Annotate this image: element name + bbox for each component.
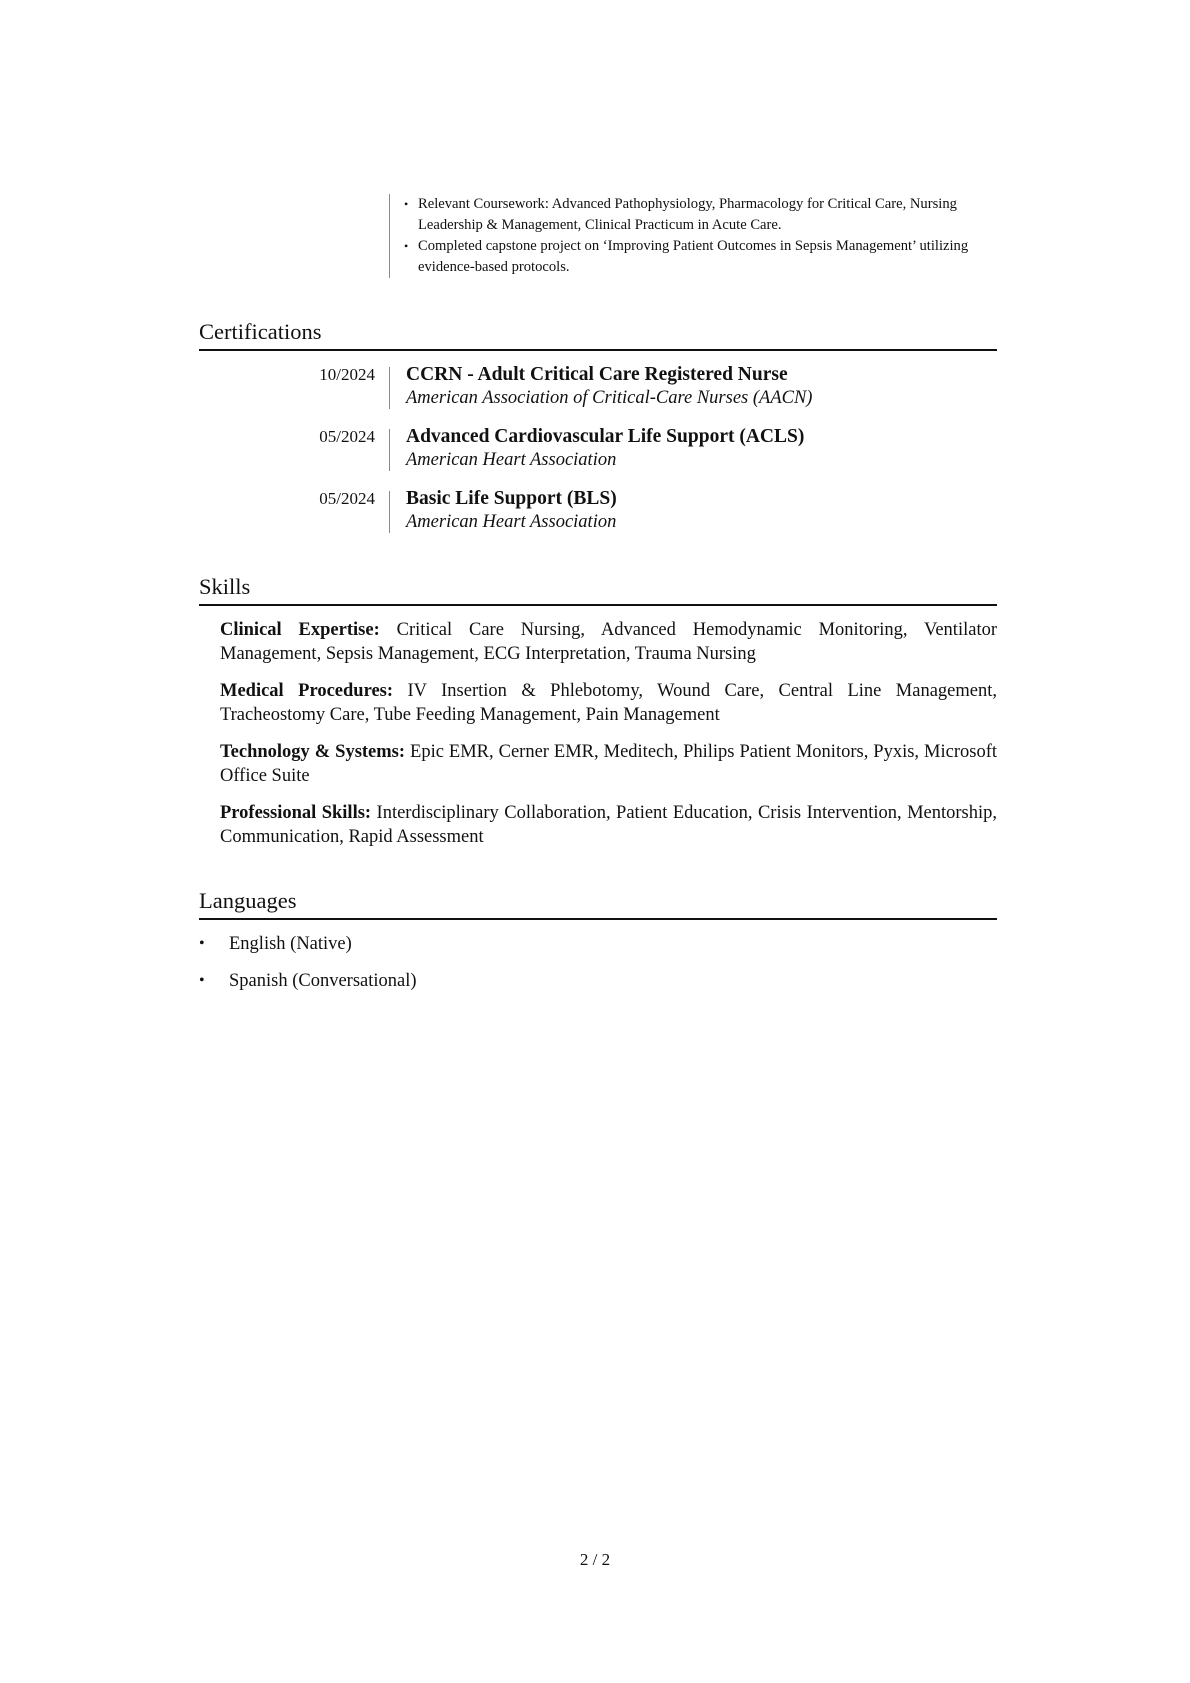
certification-body — [406, 425, 996, 472]
list-item: • English (Native) — [199, 932, 997, 956]
skill-label: Clinical Expertise: — [220, 620, 380, 640]
skill-label: Professional Skills: — [220, 803, 372, 823]
divider — [389, 491, 390, 533]
skill-group — [220, 618, 997, 666]
divider — [389, 367, 390, 409]
certification-date: 10/2024 — [319, 365, 375, 384]
certification-issuer: American Association of Critical-Care Nurses (AACN) — [406, 388, 813, 408]
certification-name: Basic Life Support (BLS) — [406, 488, 617, 509]
education-bullets — [404, 194, 1004, 278]
skills-list — [199, 618, 997, 849]
skill-label: Medical Procedures: — [220, 681, 394, 701]
languages-list — [199, 932, 997, 993]
certification-date: 05/2024 — [319, 427, 375, 446]
section-title-skills: Skills — [199, 573, 997, 606]
certifications-section — [199, 318, 997, 549]
list-item: • Spanish (Conversational) — [199, 969, 997, 993]
certification-item — [199, 487, 997, 549]
skill-label: Technology & Systems: — [220, 742, 406, 762]
list-item: • Completed capstone project on ‘Improving Patient Outcomes in Sepsis Management’ utilizing evidence-based protocols. — [404, 236, 1004, 278]
certification-item — [199, 425, 997, 487]
certification-body — [406, 487, 996, 534]
education-continuation — [389, 194, 1004, 278]
certification-name: Advanced Cardiovascular Life Support (ACLS) — [406, 426, 805, 447]
certifications-list — [199, 363, 997, 549]
skills-section — [199, 573, 997, 862]
certification-issuer: American Heart Association — [406, 450, 617, 470]
skill-group — [220, 740, 997, 788]
certification-body — [406, 363, 996, 410]
certification-date: 05/2024 — [319, 489, 375, 508]
page-number: 2 / 2 — [579, 1550, 611, 1569]
skill-text: Critical Care Nursing, Advanced Hemodynamic Monitoring, Ventilator Management, Sepsis Management, ECG Interpretation, Trauma Nursing — [220, 620, 997, 664]
divider — [389, 429, 390, 471]
certification-item — [199, 363, 997, 425]
skill-text: IV Insertion & Phlebotomy, Wound Care, Central Line Management, Tracheostomy Care, Tube Feeding Management, Pain Management — [220, 681, 997, 725]
skill-group — [220, 801, 997, 849]
skill-text: Epic EMR, Cerner EMR, Meditech, Philips Patient Monitors, Pyxis, Microsoft Office Suite — [220, 742, 997, 786]
skill-group — [220, 679, 997, 727]
section-title-certifications: Certifications — [199, 318, 997, 351]
section-title-languages: Languages — [199, 887, 997, 920]
skill-text: Interdisciplinary Collaboration, Patient Education, Crisis Intervention, Mentorship, Communication, Rapid Assessment — [220, 803, 997, 847]
languages-section — [199, 887, 997, 1006]
certification-issuer: American Heart Association — [406, 512, 617, 532]
certification-name: CCRN - Adult Critical Care Registered Nurse — [406, 364, 788, 385]
list-item: • Relevant Coursework: Advanced Pathophysiology, Pharmacology for Critical Care, Nursing Leadership & Management, Clinical Practicum in Acute Care. — [404, 194, 1004, 236]
